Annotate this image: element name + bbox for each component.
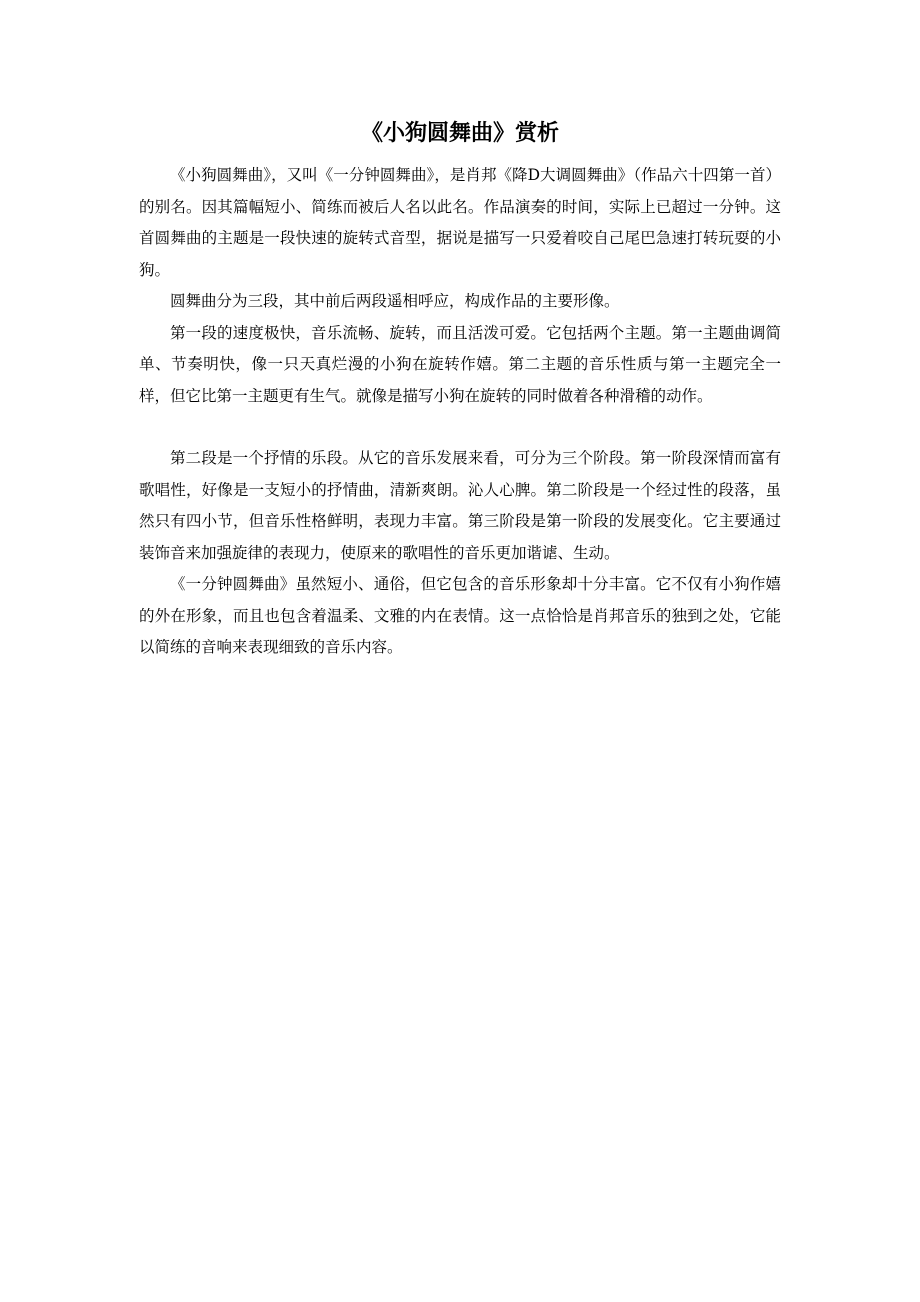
document-title: 《小狗圆舞曲》赏析 [360, 121, 559, 146]
document-body [139, 160, 781, 664]
paragraph-conclusion: 《一分钟圆舞曲》虽然短小、通俗，但它包含的音乐形象却十分丰富。它不仅有小狗作嬉的外在形象，而且也包含着温柔、文雅的内在表情。这一点恰恰是肖邦音乐的独到之处，它能以简练的音响来表现细致的音乐内容。 [139, 575, 781, 656]
paragraph-intro: 《小狗圆舞曲》，又叫《一分钟圆舞曲》，是肖邦《降D大调圆舞曲》（作品六十四第一首）的别名。因其篇幅短小、简练而被后人名以此名。作品演奏的时间，实际上已超过一分钟。这首圆舞曲的主题是一段快速的旋转式音型，据说是描写一只爱着咬自己尾巴急速打转玩耍的小狗。 [139, 166, 781, 279]
paragraph-first-section: 第一段的速度极快，音乐流畅、旋转，而且活泼可爱。它包括两个主题。第一主题曲调简单、节奏明快，像一只天真烂漫的小狗在旋转作嬉。第二主题的音乐性质与第一主题完全一样，但它比第一主题更有生气。就像是描写小狗在旋转的同时做着各种滑稽的动作。 [139, 323, 781, 405]
paragraph-second-section: 第二段是一个抒情的乐段。从它的音乐发展来看，可分为三个阶段。第一阶段深情而富有歌唱性，好像是一支短小的抒情曲，清新爽朗。沁人心脾。第二阶段是一个经过性的段落，虽然只有四小节，但音乐性格鲜明，表现力丰富。第三阶段是第一阶段的发展变化。它主要通过装饰音来加强旋律的表现力，使原来的歌唱性的音乐更加谐谑、生动。 [139, 449, 781, 562]
paragraph-structure: 圆舞曲分为三段，其中前后两段遥相呼应，构成作品的主要形像。 [170, 292, 620, 310]
